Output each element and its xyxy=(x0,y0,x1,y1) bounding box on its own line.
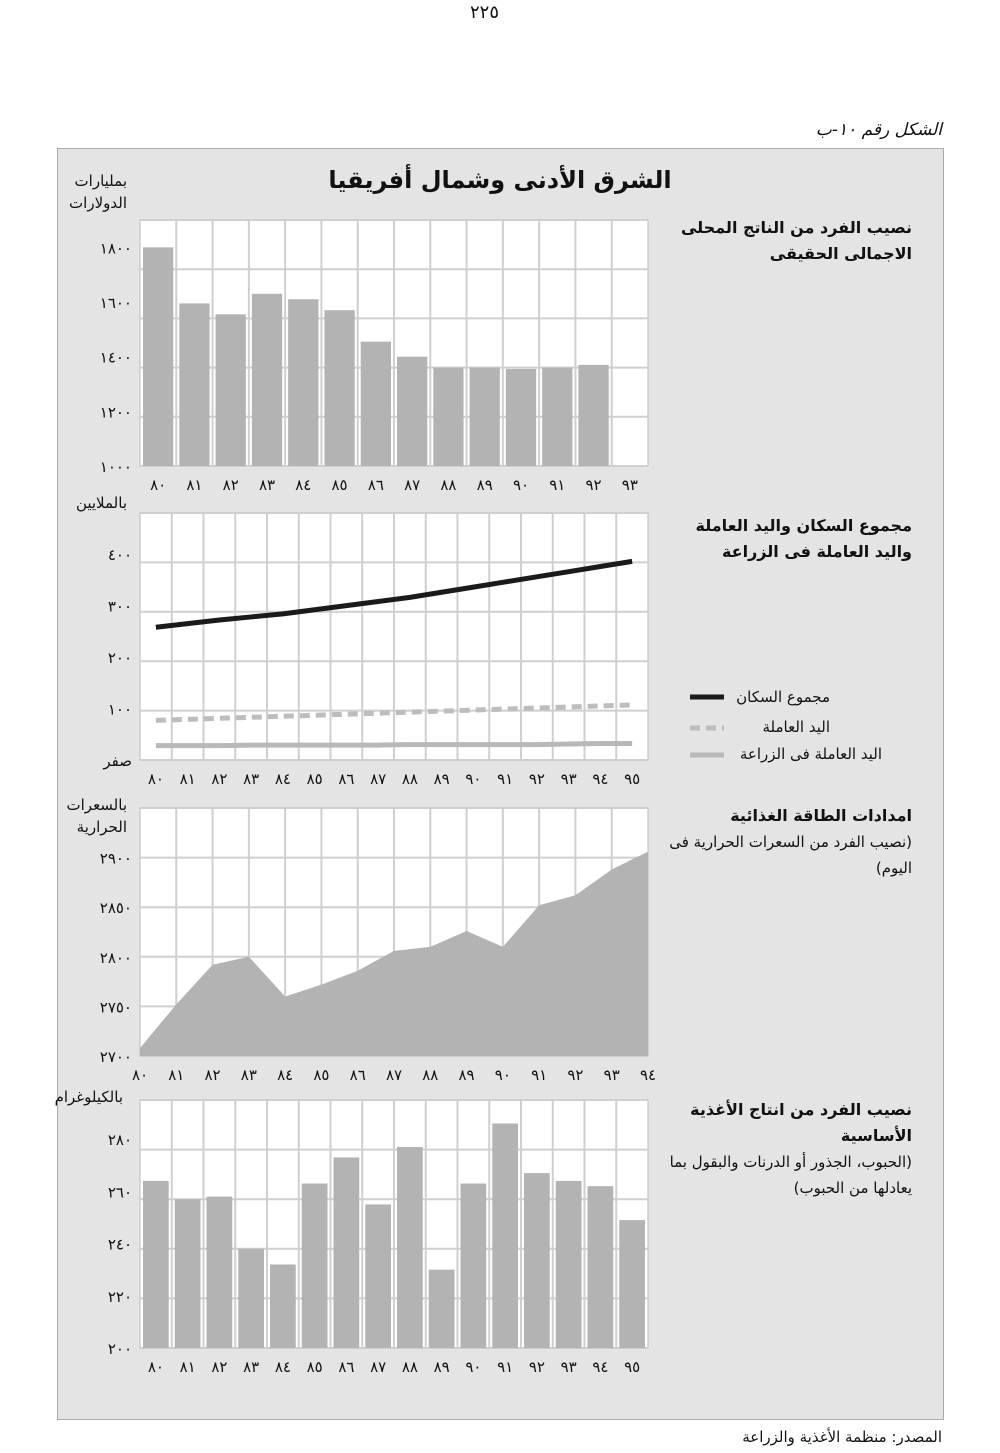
bar xyxy=(397,1147,423,1348)
bar xyxy=(397,357,427,466)
x-tick-label: ٩١ xyxy=(497,1358,514,1376)
x-tick-label: ٨٩ xyxy=(458,1066,475,1084)
x-tick-label: ٨٣ xyxy=(243,770,260,788)
x-tick-label: ٨٣ xyxy=(258,476,276,494)
x-tick-label: ٨٧ xyxy=(370,770,387,788)
bar xyxy=(302,1184,328,1348)
x-tick-label: ٨٨ xyxy=(401,770,418,788)
x-tick-label: ٨٤ xyxy=(274,770,291,788)
bar xyxy=(270,1264,296,1348)
x-tick-label: ٩٥ xyxy=(624,770,641,788)
x-tick-label: ٨٥ xyxy=(306,1358,323,1376)
x-tick-label: ٨٩ xyxy=(433,770,450,788)
x-tick-label: ٨١ xyxy=(179,1358,196,1376)
chart4-title-text: نصيب الفرد من انتاج الأغذية الأساسية xyxy=(690,1100,912,1145)
x-tick-label: ٨٨ xyxy=(401,1358,418,1376)
y-tick-label: ٣٠٠ xyxy=(107,597,132,616)
x-tick-label: ٩١ xyxy=(531,1066,548,1084)
bar xyxy=(216,314,246,466)
y-tick-label: ١٨٠٠ xyxy=(99,239,132,258)
x-tick-label: ٩٤ xyxy=(639,1066,657,1084)
bar xyxy=(143,247,173,466)
x-tick-label: ٩٠ xyxy=(512,476,530,494)
x-tick-label: ٩٢ xyxy=(567,1066,584,1084)
bar xyxy=(556,1181,582,1348)
y-tick-label: ٢٧٠٠ xyxy=(99,1048,132,1066)
y-tick-label: ٢٠٠ xyxy=(107,649,132,668)
chart3-subtitle: (نصيب الفرد من السعرات الحرارية فى اليوم) xyxy=(669,833,912,877)
bar xyxy=(324,310,354,466)
bar xyxy=(334,1157,360,1348)
chart3-title-text: امدادات الطاقة الغذائية xyxy=(730,806,912,825)
y-tick-label: ٢٧٥٠ xyxy=(99,998,132,1017)
chart2-title-text: مجموع السكان واليد العاملة واليد العاملة فى الزراعة xyxy=(695,516,912,561)
x-tick-label: ٩٤ xyxy=(592,770,609,788)
bar xyxy=(433,368,463,466)
chart4-subtitle: (الحبوب، الجذور أو الدرنات والبقول بما يعادلها من الحبوب) xyxy=(669,1153,912,1197)
x-tick-label: ٩١ xyxy=(549,476,566,494)
x-tick-label: ٩٠ xyxy=(465,1358,482,1376)
x-tick-label: ٨٤ xyxy=(295,476,312,494)
x-tick-label: ٨٧ xyxy=(385,1066,403,1084)
y-tick-label: ١٤٠٠ xyxy=(99,348,132,367)
x-tick-label: ٨١ xyxy=(186,476,203,494)
x-tick-label: ٨٥ xyxy=(306,770,323,788)
chart1-ylabel: بمليارات الدولارات xyxy=(69,172,127,212)
x-tick-label: ٨٩ xyxy=(433,1358,450,1376)
x-tick-label: ٨٦ xyxy=(367,476,384,494)
figure-label: الشكل رقم ١٠-ب xyxy=(815,120,942,140)
bar xyxy=(207,1197,233,1348)
bar xyxy=(588,1186,614,1348)
legend-label: اليد العاملة xyxy=(762,718,830,736)
chart2-ylabel: بالملايين xyxy=(75,494,127,512)
chart3-title xyxy=(662,803,912,881)
x-tick-label: ٨٧ xyxy=(404,476,421,494)
bar xyxy=(619,1220,645,1348)
bar xyxy=(542,368,572,466)
x-tick-label: ٨٨ xyxy=(422,1066,439,1084)
bar xyxy=(492,1123,518,1348)
x-tick-label: ٨٧ xyxy=(370,1358,387,1376)
y-tick-label: ٤٠٠ xyxy=(107,546,132,565)
bar xyxy=(179,303,209,466)
chart3-ylabel: بالسعرات الحرارية xyxy=(66,796,127,836)
x-tick-label: ٨٢ xyxy=(204,1066,221,1084)
figure-title: الشرق الأدنى وشمال أفريقيا xyxy=(328,166,672,194)
chart4-title xyxy=(662,1097,912,1201)
y-tick-label: صفر xyxy=(103,752,132,770)
bar xyxy=(365,1204,391,1348)
x-tick-label: ٩٥ xyxy=(624,1358,641,1376)
x-tick-label: ٩٠ xyxy=(465,770,482,788)
x-tick-label: ٨٢ xyxy=(211,1358,228,1376)
x-tick-label: ٨٥ xyxy=(331,476,348,494)
bar xyxy=(578,365,608,466)
chart1-title-text: نصيب الفرد من الناتج المحلى الاجمالى الحقيقى xyxy=(680,218,912,263)
x-tick-label: ٨٤ xyxy=(274,1358,291,1376)
x-tick-label: ٨٢ xyxy=(211,770,228,788)
y-tick-label: ١٠٠٠ xyxy=(99,458,132,476)
y-tick-label: ٢٢٠ xyxy=(107,1287,132,1306)
y-tick-label: ٢٨٠ xyxy=(107,1131,132,1150)
x-tick-label: ٩٣ xyxy=(621,476,638,494)
y-tick-label: ٢٨٥٠ xyxy=(99,899,132,918)
chart4-ylabel: بالكيلوغرام xyxy=(54,1088,123,1106)
y-tick-label: ٢٤٠ xyxy=(107,1235,132,1254)
x-tick-label: ٩٤ xyxy=(592,1358,609,1376)
x-tick-label: ٩٣ xyxy=(603,1066,620,1084)
x-tick-label: ٨٣ xyxy=(240,1066,257,1084)
bar xyxy=(361,342,391,466)
x-tick-label: ٩١ xyxy=(497,770,514,788)
x-tick-label: ٨١ xyxy=(179,770,196,788)
bar xyxy=(524,1173,550,1348)
bar xyxy=(175,1199,201,1348)
y-tick-label: ١٢٠٠ xyxy=(99,403,132,422)
y-tick-label: ٢٦٠ xyxy=(107,1183,132,1202)
x-tick-label: ٨٦ xyxy=(338,770,355,788)
y-tick-label: ١٦٠٠ xyxy=(99,294,132,312)
legend-label: مجموع السكان xyxy=(736,688,830,706)
source-note: المصدر: منظمة الأغذية والزراعة xyxy=(742,1428,942,1446)
x-tick-label: ٨٩ xyxy=(476,476,493,494)
x-tick-label: ٩٢ xyxy=(528,1358,545,1376)
chart1-title xyxy=(662,215,912,267)
x-tick-label: ٨٠ xyxy=(147,770,164,788)
x-tick-label: ٩٢ xyxy=(585,476,602,494)
bar xyxy=(506,369,536,466)
chart2-title xyxy=(662,513,912,565)
legend-item-population xyxy=(736,688,830,706)
legend-item-labor xyxy=(763,718,831,736)
y-tick-label: ٢٨٠٠ xyxy=(99,948,132,967)
x-tick-label: ٩٣ xyxy=(560,1358,577,1376)
bar xyxy=(288,299,318,466)
series-line-3 xyxy=(156,744,632,746)
bar xyxy=(461,1184,487,1348)
x-tick-label: ٨٠ xyxy=(131,1066,149,1084)
bar xyxy=(143,1181,169,1348)
x-tick-label: ٨٨ xyxy=(440,476,457,494)
y-tick-label: ١٠٠ xyxy=(107,700,132,719)
x-tick-label: ٩٢ xyxy=(528,770,545,788)
x-tick-label: ٨٤ xyxy=(277,1066,294,1084)
x-tick-label: ٨٦ xyxy=(349,1066,366,1084)
x-tick-label: ٩٣ xyxy=(560,770,577,788)
bar xyxy=(252,294,282,466)
page-number: ٢٢٥ xyxy=(470,2,500,23)
x-tick-label: ٨٦ xyxy=(338,1358,355,1376)
legend-item-agri-labor xyxy=(740,745,882,763)
bar xyxy=(429,1270,455,1348)
y-tick-label: ٢٠٠ xyxy=(107,1340,132,1358)
bar xyxy=(470,368,500,466)
x-tick-label: ٨٣ xyxy=(243,1358,260,1376)
bar xyxy=(238,1249,264,1348)
x-tick-label: ٨٥ xyxy=(313,1066,330,1084)
y-tick-label: ٢٩٠٠ xyxy=(99,849,132,868)
x-tick-label: ٩٠ xyxy=(494,1066,511,1084)
legend-label: اليد العاملة فى الزراعة xyxy=(739,745,882,763)
x-tick-label: ٨١ xyxy=(168,1066,185,1084)
x-tick-label: ٨٠ xyxy=(147,1358,164,1376)
x-tick-label: ٨٠ xyxy=(150,476,167,494)
x-tick-label: ٨٢ xyxy=(222,476,239,494)
